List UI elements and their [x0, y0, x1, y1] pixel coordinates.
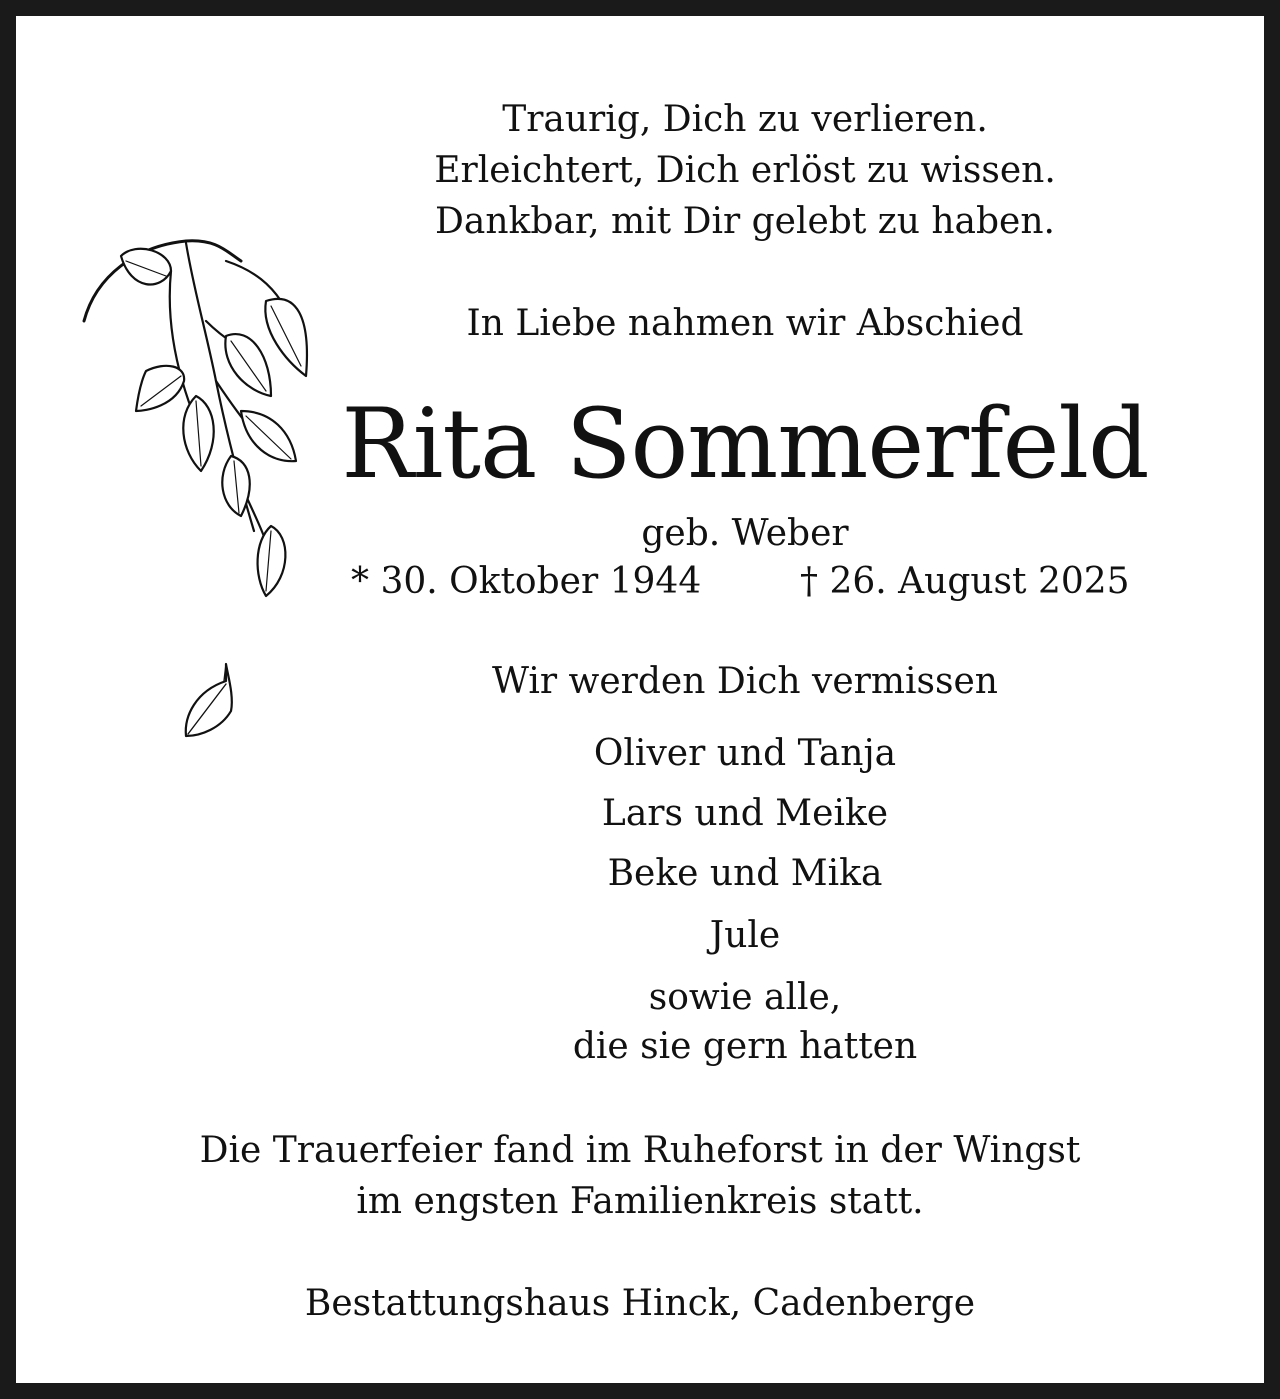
falling-leaf-icon — [176, 656, 246, 746]
mourner-6: die sie gern hatten — [572, 1026, 918, 1067]
poem-line-3: Dankbar, mit Dir gelebt zu haben. — [435, 201, 1055, 242]
mourner-5: sowie alle, — [648, 977, 842, 1018]
birth-date: * 30. Oktober 1944 — [351, 561, 702, 602]
intro-text: In Liebe nahmen wir Abschied — [466, 303, 1024, 344]
mourner-3: Beke und Mika — [607, 853, 883, 894]
mourner-1: Oliver und Tanja — [593, 733, 897, 774]
death-date: † 26. August 2025 — [800, 561, 1130, 602]
funeral-home: Bestattungshaus Hinck, Cadenberge — [304, 1283, 976, 1324]
ceremony-line-2: im engsten Familienkreis statt. — [356, 1181, 924, 1222]
maiden-name: geb. Weber — [641, 513, 849, 554]
ceremony-line-1: Die Trauerfeier fand im Ruheforst in der Wingst — [199, 1130, 1081, 1171]
poem-line-2: Erleichtert, Dich erlöst zu wissen. — [434, 150, 1056, 191]
poem-line-1: Traurig, Dich zu verlieren. — [502, 99, 988, 140]
mourner-4: Jule — [709, 915, 781, 956]
mourner-2: Lars und Meike — [601, 793, 889, 834]
deceased-name: Rita Sommerfeld — [341, 388, 1149, 500]
birch-branch-icon — [76, 231, 326, 611]
miss-text: Wir werden Dich vermissen — [492, 661, 998, 702]
